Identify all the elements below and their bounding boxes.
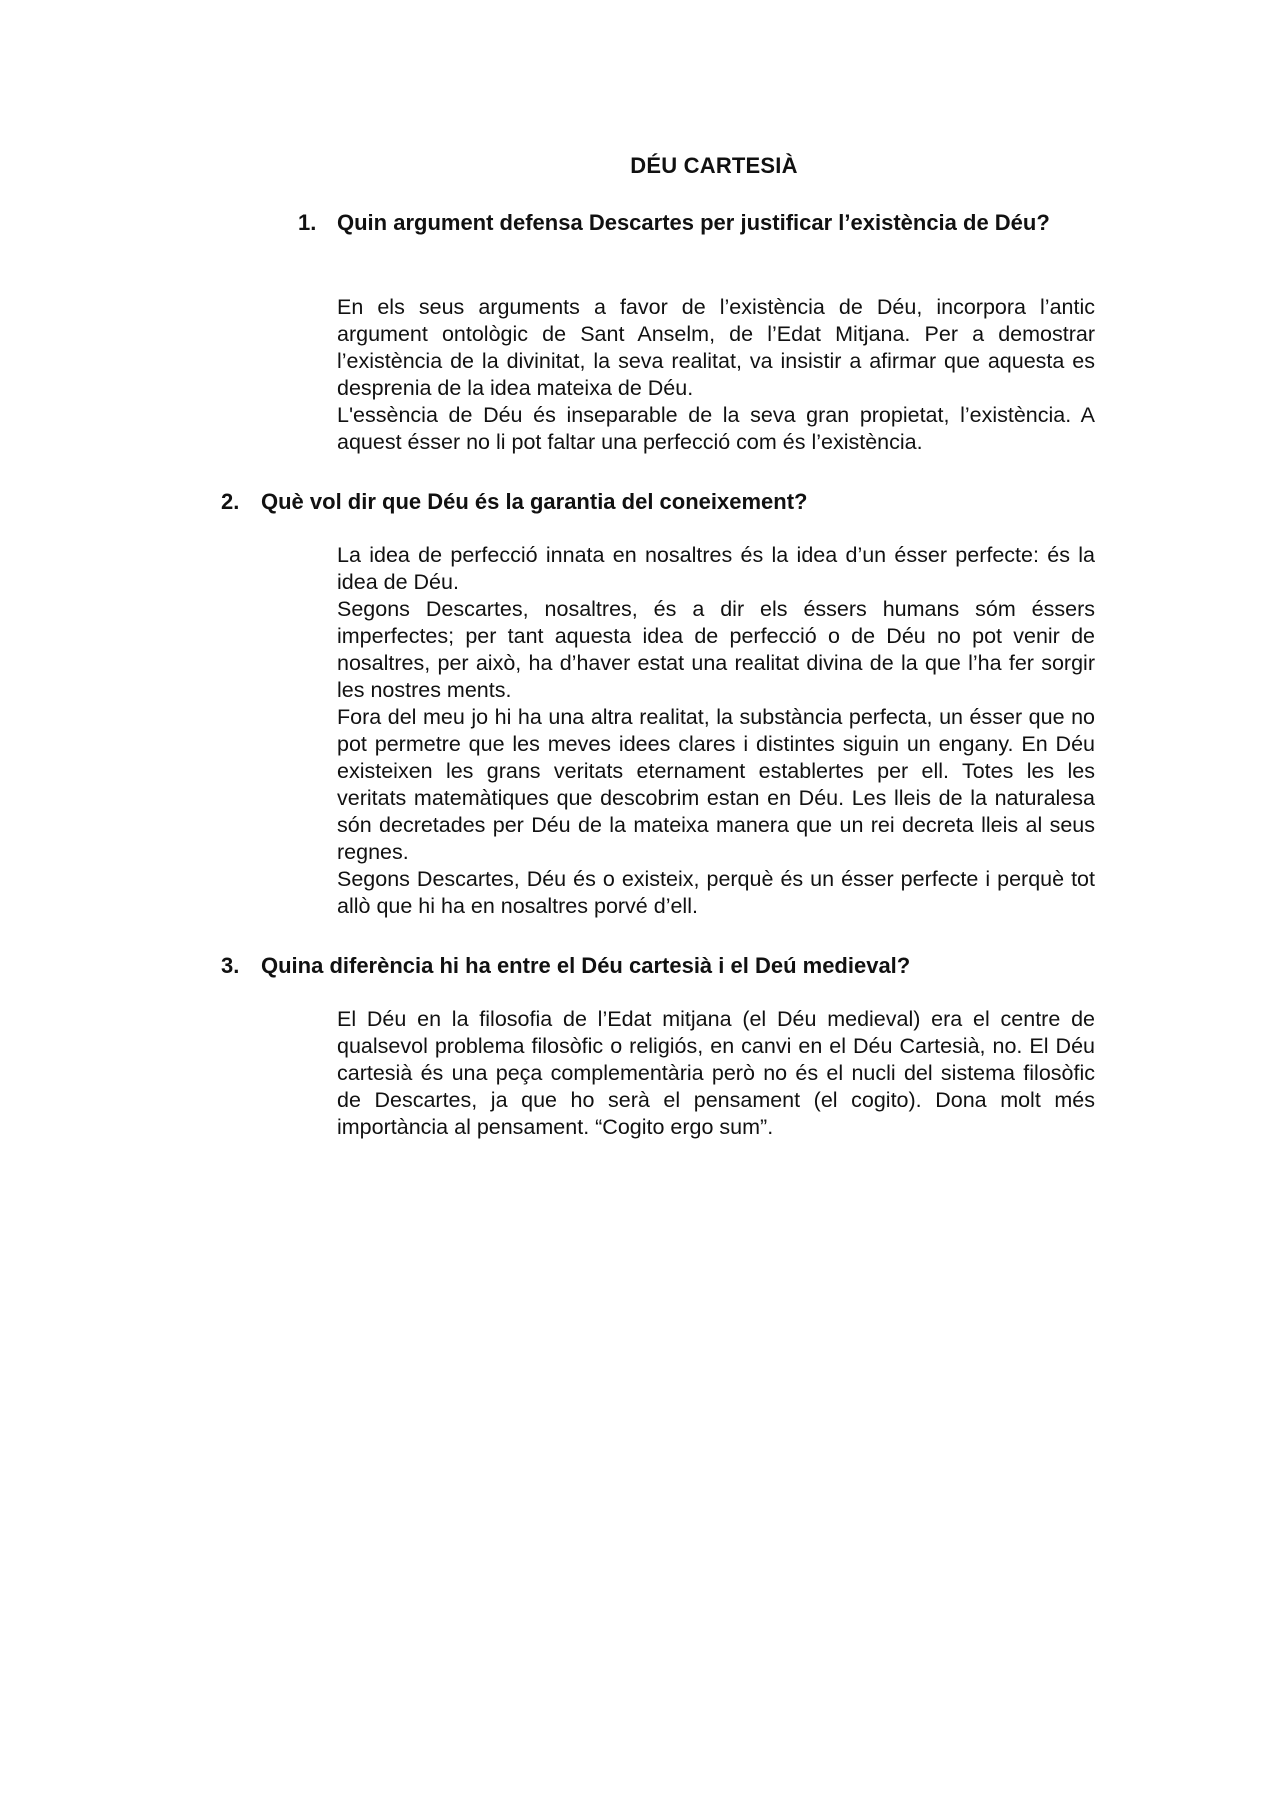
question-1 xyxy=(0,209,1280,263)
answer-1 xyxy=(337,294,1095,456)
answer-2 xyxy=(337,542,1095,920)
answer-3 xyxy=(337,1006,1095,1141)
answer-1-paragraph-1: En els seus arguments a favor de l’existència de Déu, incorpora l’antic argument ontològic de Sant Anselm, de l’Edat Mitjana. Per a demostrar l’existència de la divinitat, la seva realitat, va insistir a afirmar que aquesta es desprenia de la idea mateixa de Déu. xyxy=(337,295,1095,400)
answer-2-paragraph-4: Segons Descartes, Déu és o existeix, perquè és un ésser perfecte i perquè tot allò que hi ha en nosaltres porvé d’ell. xyxy=(337,867,1095,918)
question-2-text: Què vol dir que Déu és la garantia del coneixement? xyxy=(261,489,808,514)
question-2-number: 2. xyxy=(221,489,240,514)
document-title: DÉU CARTESIÀ xyxy=(630,153,798,178)
answer-1-paragraph-2: L'essència de Déu és inseparable de la seva gran propietat, l’existència. A aquest ésser no li pot faltar una perfecció com és l’existència. xyxy=(337,403,1095,454)
question-1-text: Quin argument defensa Descartes per justificar l’existència de Déu? xyxy=(337,210,1050,235)
answer-2-paragraph-1: La idea de perfecció innata en nosaltres és la idea d’un ésser perfecte: és la idea de Déu. xyxy=(337,543,1095,594)
question-2 xyxy=(0,488,1280,515)
answer-2-paragraph-2: Segons Descartes, nosaltres, és a dir els éssers humans sóm éssers imperfectes; per tant aquesta idea de perfecció o de Déu no pot venir de nosaltres, per això, ha d’haver estat una realitat divina de la que l’ha fer sorgir les nostres ments. xyxy=(337,597,1095,702)
question-3 xyxy=(0,952,1280,979)
answer-2-paragraph-3: Fora del meu jo hi ha una altra realitat, la substància perfecta, un ésser que no pot permetre que les meves idees clares i distintes siguin un engany. En Déu existeixen les grans veritats eternament establertes per ell. Totes les les veritats matemàtiques que descobrim estan en Déu. Les lleis de la naturalesa són decretades per Déu de la mateixa manera que un rei decreta lleis al seus regnes. xyxy=(337,705,1095,864)
answer-3-paragraph-1: El Déu en la filosofia de l’Edat mitjana (el Déu medieval) era el centre de qualsevol problema filosòfic o religiós, en canvi en el Déu Cartesià, no. El Déu cartesià és una peça complementària però no és el nucli del sistema filosòfic de Descartes, ja que ho serà el pensament (el cogito). Dona molt més importància al pensament. “Cogito ergo sum”. xyxy=(337,1007,1095,1139)
question-1-number: 1. xyxy=(298,210,317,235)
question-3-number: 3. xyxy=(221,953,240,978)
question-3-text: Quina diferència hi ha entre el Déu cartesià i el Deú medieval? xyxy=(261,953,911,978)
